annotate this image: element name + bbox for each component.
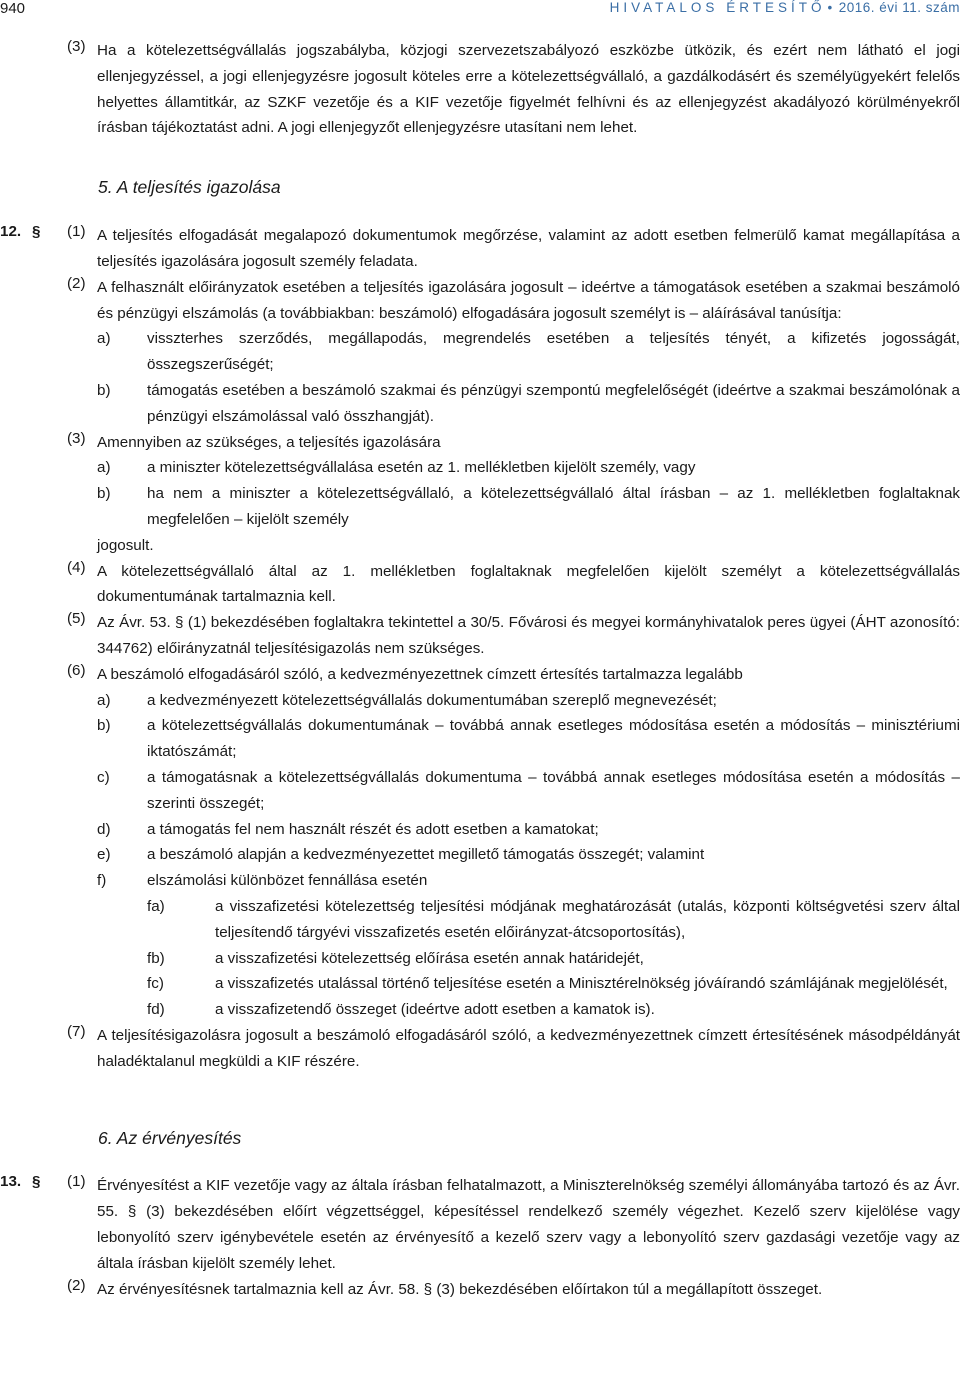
sub-list-item: [0, 894, 960, 946]
paragraph-number: (2): [67, 274, 86, 292]
paragraph-12-3: [0, 430, 960, 456]
subitem-text: a visszafizetési kötelezettség előírása esetén annak határidejét,: [215, 949, 644, 967]
paragraph-text: Az Ávr. 53. § (1) bekezdésében foglaltakra tekintettel a 30/5. Fővárosi és megyei kormányhivatalok peres ügyei (ÁHT azonosító: 344762) előirányzatnál teljesítésigazolás nem szükséges.: [97, 614, 960, 657]
paragraph-number: (7): [67, 1022, 86, 1040]
paragraph-number: (6): [67, 661, 86, 679]
section-number: 12.: [0, 223, 22, 241]
paragraph-number: (1): [67, 1173, 86, 1191]
paragraph-text: A felhasznált előirányzatok esetében a teljesítés igazolására jogosult – ideértve a támogatások esetében a szakmai beszámoló és pénzügyi elszámolás (a továbbiakban: beszámoló) elfogadására jogosult személyt is – aláírásával tanúsítja:: [97, 278, 960, 322]
paragraph-number: (5): [67, 610, 86, 628]
list-item: [0, 378, 960, 430]
subitem-label: fa): [147, 897, 165, 915]
paragraph-text: A kötelezettségvállaló által az 1. mellékletben foglaltaknak megfelelően kijelölt személyt a kötelezettségvállalás dokumentumának tartalmaznia kell.: [97, 562, 960, 606]
subitem-text: a visszafizetési kötelezettség teljesítési módjának meghatározását (utalás, központi költségvetési szerv által teljesítendő tárgyévi visszafizetés esetén előirányzat-átcsoportosítás),: [215, 897, 960, 941]
item-label: c): [97, 768, 110, 786]
page-number: 940: [0, 0, 26, 17]
list-item: [0, 817, 960, 843]
item-label: a): [97, 691, 111, 709]
document-body: [0, 38, 960, 1302]
paragraph-text: Ha a kötelezettségvállalás jogszabályba, közjogi szervezetszabályozó eszközbe ütközik, és ezért nem látható el jogi ellenjegyzéssel, a jogi ellenjegyzésre jogosult köteles erre a kötelezettségvállaló, a gazdálkodásért és személyügyekért felelős helyettes államtitkár, az SZKF vezetője és a KIF vezetője figyelmét felhívni és az ellenjegyzést akadályozó körülményekről írásban tájékoztatást adni. A jogi ellenjegyzőt ellenjegyzésre utasítani nem lehet.: [97, 42, 960, 137]
paragraph-number: (3): [67, 429, 86, 447]
issue-number: 2016. évi 11. szám: [838, 0, 960, 15]
paragraph-12-4: [0, 559, 960, 611]
paragraph-13-2: [0, 1277, 960, 1303]
section-sign: §: [32, 223, 41, 241]
running-title: [610, 0, 960, 15]
item-text: visszterhes szerződés, megállapodás, megrendelés esetében a teljesítés tényét, a kifizetés jogosságát, összegszerűségét;: [147, 330, 960, 374]
publication-name: HIVATALOS ÉRTESÍTŐ: [609, 0, 826, 15]
paragraph-12-2: [0, 275, 960, 327]
list-item: [0, 713, 960, 765]
separator-dot: •: [827, 0, 833, 15]
item-text: a kedvezményezett kötelezettségvállalás dokumentumában szereplő megnevezését;: [147, 691, 717, 709]
item-text: a támogatás fel nem használt részét és adott esetben a kamatokat;: [147, 820, 599, 838]
list-item: [0, 842, 960, 868]
paragraph-text: A teljesítés elfogadását megalapozó dokumentumok megőrzése, valamint az adott esetben felmerülő kamat megállapítása a teljesítés igazolására jogosult személy feladata.: [97, 227, 960, 270]
item-text: a miniszter kötelezettségvállalása esetén az 1. mellékletben kijelölt személy, vagy: [147, 459, 696, 477]
paragraph-number: (3): [67, 38, 86, 55]
subitem-text: a visszafizetendő összeget (ideértve adott esetben a kamatok is).: [215, 1001, 655, 1019]
item-text: a beszámoló alapján a kedvezményezettet megillető támogatás összegét; valamint: [147, 846, 705, 864]
item-label: d): [97, 820, 111, 838]
item-label: b): [97, 485, 111, 503]
sub-list-item: [0, 997, 960, 1023]
subitem-label: fb): [147, 949, 165, 967]
subitem-label: fc): [147, 975, 164, 993]
list-item: [0, 765, 960, 817]
paragraph-13-1: [0, 1173, 960, 1276]
list-item: [0, 688, 960, 714]
paragraph-number: (1): [67, 223, 86, 241]
item-text: támogatás esetében a beszámoló szakmai és pénzügyi szempontú megfelelőségét (ideértve a szakmai beszámolónak a pénzügyi elszámolással való összhangját).: [147, 381, 960, 425]
paragraph-text: Amennyiben az szükséges, a teljesítés igazolására: [97, 433, 441, 451]
section-number: 13.: [0, 1173, 22, 1191]
paragraph-12-7: [0, 1023, 960, 1075]
list-item: [0, 455, 960, 481]
section-title-5: 5. A teljesítés igazolása: [98, 177, 281, 198]
section-sign: §: [32, 1173, 41, 1191]
paragraph-12-5: [0, 610, 960, 662]
item-text: a kötelezettségvállalás dokumentumának – továbbá annak esetleges módosítása esetén a módosítás – minisztériumi iktatószámát;: [147, 717, 960, 761]
paragraph-intro: [0, 38, 960, 141]
paragraph-text: Az érvényesítésnek tartalmaznia kell az Ávr. 58. § (3) bekezdésében előírtakon túl a megállapított összeget.: [97, 1280, 823, 1298]
item-label: f): [97, 872, 107, 890]
paragraph-12-1: [0, 223, 960, 275]
list-item: [0, 326, 960, 378]
item-text: elszámolási különbözet fennállása esetén: [147, 872, 428, 890]
page-header: [0, 0, 960, 22]
sub-list-item: [0, 946, 960, 972]
paragraph-number: (4): [67, 558, 86, 576]
item-text: ha nem a miniszter a kötelezettségvállaló, a kötelezettségvállaló által írásban – az 1. mellékletben foglaltaknak megfelelően – kijelölt személy: [147, 485, 960, 528]
paragraph-text: Érvényesítést a KIF vezetője vagy az általa írásban felhatalmazott, a Miniszterelnökség személyi állományába tartozó és az Ávr. 55. § (3) bekezdésében előírt végzettséggel, képesítéssel rendelkező személy végezhet. Kezelő szerv kijelölése vagy lebonyolító szerv igénybevétele esetén az érvényesítő a kezelő szerv vagy a lebonyolító szerv gazdasági vezetője vagy az általa írásban kijelölt személy lehet.: [97, 1177, 960, 1272]
paragraph-text: A beszámoló elfogadásáról szóló, a kedvezményezettnek címzett értesítés tartalmazza legalább: [97, 665, 743, 683]
item-label: a): [97, 459, 111, 477]
subitem-text: a visszafizetés utalással történő teljesítése esetén a Minisztérelnökség jóváírandó számlájának megjelölését,: [215, 975, 948, 993]
list-item: [0, 868, 960, 894]
subitem-label: fd): [147, 1001, 165, 1019]
paragraph-number: (2): [67, 1276, 86, 1294]
paragraph-closing: jogosult.: [97, 536, 154, 554]
item-text: a támogatásnak a kötelezettségvállalás dokumentuma – továbbá annak esetleges módosítása esetén a módosítás – szerinti összegét;: [147, 768, 960, 812]
list-item: [0, 481, 960, 533]
item-label: b): [97, 717, 111, 735]
paragraph-text: A teljesítésigazolásra jogosult a beszámoló elfogadásáról szóló, a kedvezményezettnek címzett értesítésének másodpéldányát haladéktalanul megküldi a KIF részére.: [97, 1026, 960, 1070]
item-label: b): [97, 381, 111, 399]
sub-list-item: [0, 971, 960, 997]
item-label: a): [97, 330, 111, 348]
section-title-6: 6. Az érvényesítés: [98, 1128, 242, 1149]
paragraph-12-6: [0, 662, 960, 688]
item-label: e): [97, 846, 111, 864]
